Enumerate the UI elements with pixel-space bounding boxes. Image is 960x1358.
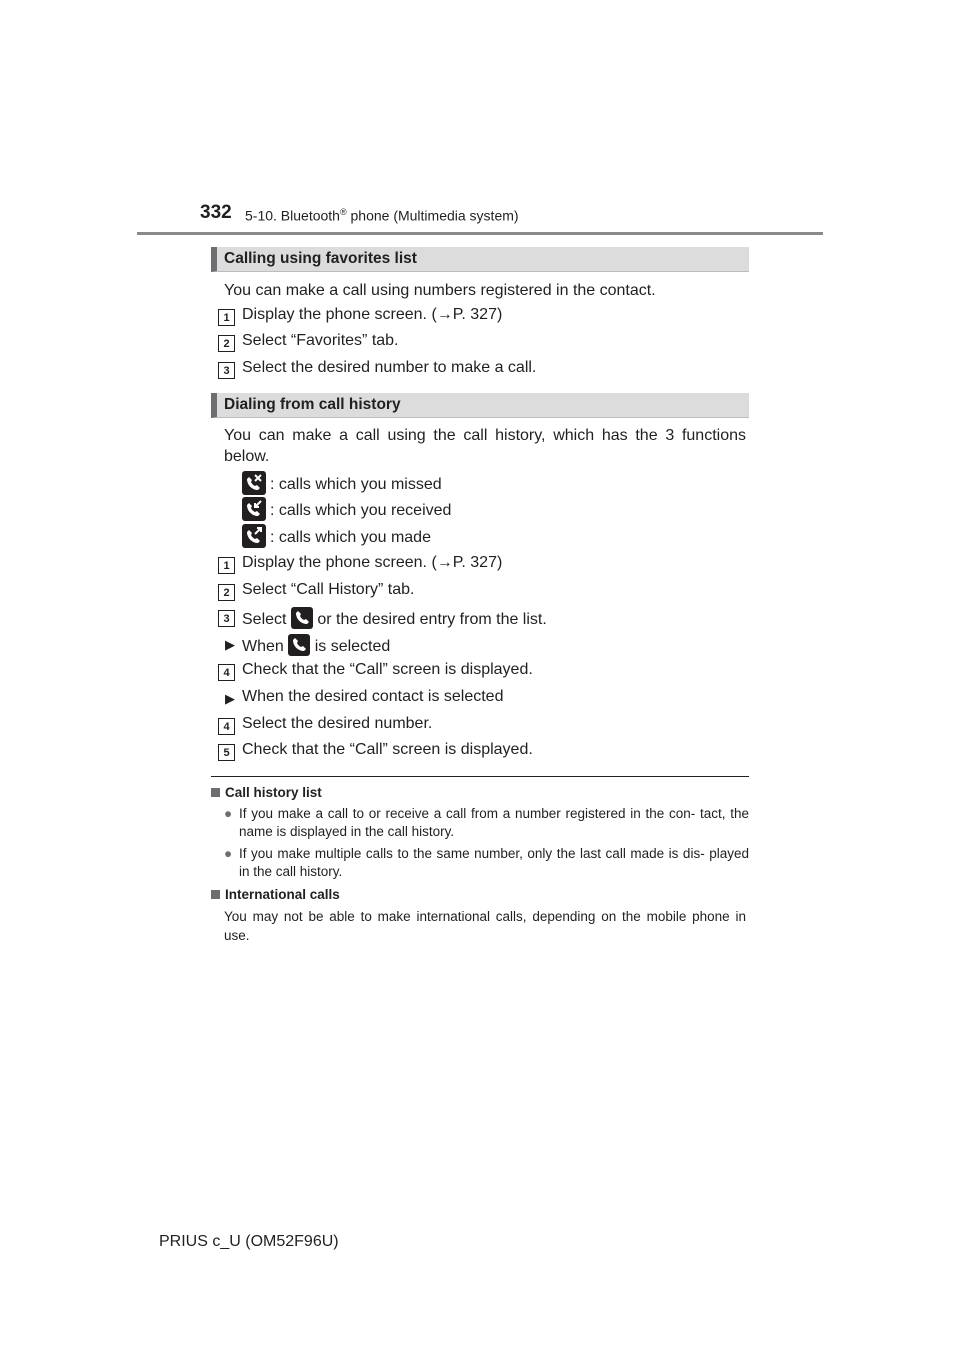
step-text: Display the phone screen. (→P. 327) — [242, 306, 503, 323]
branch-arrow-icon: ▶ — [225, 637, 235, 652]
step-number: 1 — [218, 557, 235, 574]
step-text: Select the desired number to make a call. — [242, 359, 537, 376]
step-number: 2 — [218, 584, 235, 601]
note-paragraph: You may not be able to make international calls, depending on the mobile phone in use. — [224, 909, 746, 943]
step-number: 4 — [218, 718, 235, 735]
note-heading: International calls — [211, 887, 340, 902]
phone-icon — [291, 607, 313, 629]
note-bullet-text: If you make multiple calls to the same number, only the last call made is dis- played in the call history. — [239, 846, 749, 879]
step-text: Check that the “Call” screen is displayed. — [242, 741, 533, 758]
notes-divider — [211, 776, 749, 777]
step-text: Display the phone screen. (→P. 327) — [242, 554, 503, 571]
step-text: Check that the “Call” screen is displayed. — [242, 661, 533, 678]
header-divider — [137, 232, 823, 235]
function-text: : calls which you received — [270, 502, 452, 519]
function-text: : calls which you made — [270, 529, 431, 546]
square-bullet-icon — [211, 890, 220, 899]
function-text: : calls which you missed — [270, 476, 442, 493]
section-title: 5-10. Bluetooth® phone (Multimedia system) — [245, 207, 519, 224]
note-heading: Call history list — [211, 785, 322, 800]
step-number: 1 — [218, 309, 235, 326]
round-bullet-icon: ● — [224, 846, 233, 861]
history-heading: Dialing from call history — [211, 393, 749, 418]
step-text: Select the desired number. — [242, 715, 433, 732]
step-number: 3 — [218, 610, 235, 627]
step-number: 4 — [218, 664, 235, 681]
registered-mark: ® — [339, 207, 347, 217]
footer-model: PRIUS c_U (OM52F96U) — [159, 1233, 339, 1250]
step-text: Select or the desired entry from the list. — [242, 607, 547, 629]
outgoing-call-icon — [242, 524, 266, 548]
favorites-heading: Calling using favorites list — [211, 247, 749, 272]
branch-arrow-icon: ▶ — [225, 691, 235, 706]
step-text: Select “Favorites” tab. — [242, 332, 399, 349]
missed-call-icon — [242, 471, 266, 495]
branch-text: When is selected — [242, 634, 390, 656]
history-intro: You can make a call using the call history, which has the 3 functions below. — [224, 427, 746, 465]
square-bullet-icon — [211, 788, 220, 797]
step-number: 3 — [218, 362, 235, 379]
step-number: 2 — [218, 335, 235, 352]
page-number: 332 — [200, 202, 232, 223]
step-number: 5 — [218, 744, 235, 761]
favorites-intro: You can make a call using numbers registered in the contact. — [224, 282, 656, 299]
note-bullet-text: If you make a call to or receive a call from a number registered in the con- tact, the name is displayed in the call history. — [239, 806, 749, 839]
branch-text: When the desired contact is selected — [242, 688, 504, 705]
round-bullet-icon: ● — [224, 806, 233, 821]
received-call-icon — [242, 497, 266, 521]
step-text: Select “Call History” tab. — [242, 581, 415, 598]
phone-icon — [288, 634, 310, 656]
